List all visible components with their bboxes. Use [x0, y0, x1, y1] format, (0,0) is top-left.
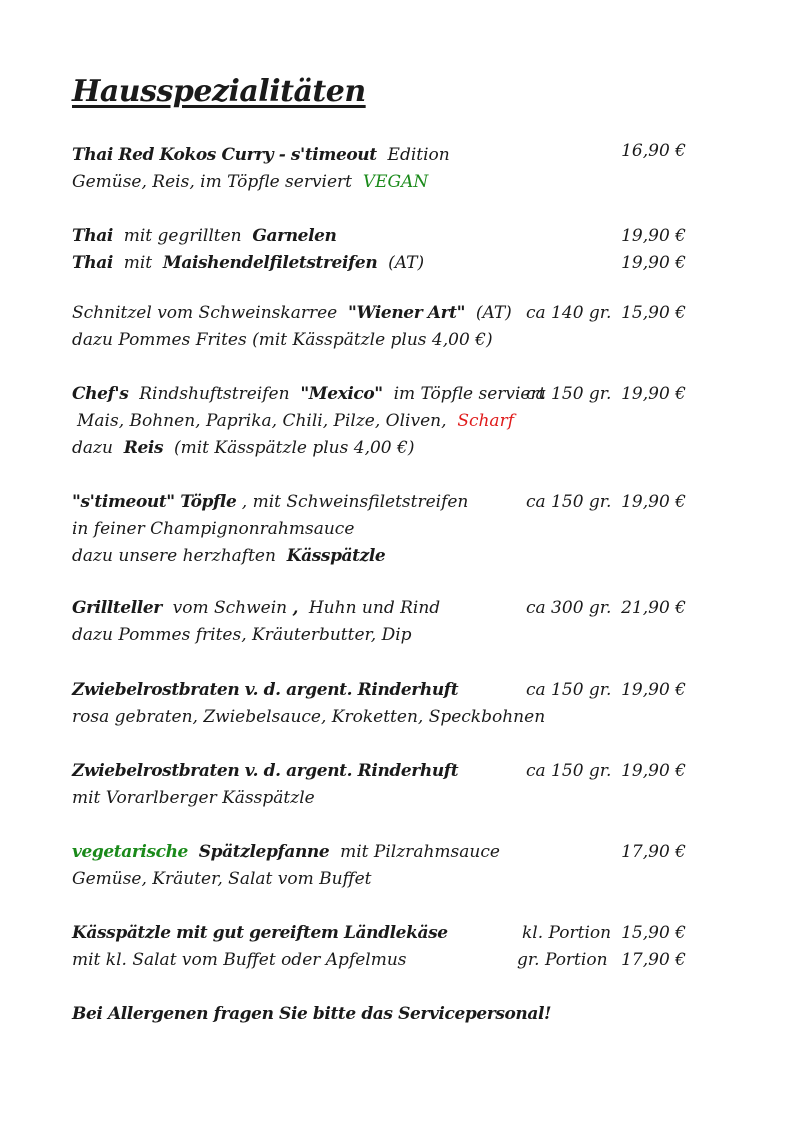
item-description: in feiner Champignonrahmsauce [72, 519, 355, 539]
item-price: 19,90 € [621, 384, 686, 404]
item-price: 15,90 € [621, 303, 686, 323]
item-price: 19,90 € [621, 761, 686, 781]
item-name: Chef's [72, 384, 129, 404]
item-line [72, 302, 512, 324]
item-text: mit [123, 253, 153, 273]
item-name: Kässpätzle mit gut gereiftem Ländlekäse [72, 923, 448, 943]
item-price: 19,90 € [621, 680, 686, 700]
item-line [72, 171, 428, 193]
vegetarian-tag: vegetarische [72, 842, 188, 862]
item-line [72, 225, 337, 247]
item-name: "Mexico" [300, 384, 383, 404]
item-name: Spätzlepfanne [198, 842, 330, 862]
item-text: (mit Kässpätzle plus 4,00 €) [173, 438, 415, 458]
item-text: dazu [72, 438, 113, 458]
item-weight: ca 150 gr. [526, 384, 612, 404]
item-line [72, 597, 440, 619]
item-name: "s'timeout" Töpfle [72, 492, 237, 512]
item-price: 17,90 € [621, 842, 686, 862]
item-weight: ca 150 gr. [526, 680, 612, 700]
item-name: Thai [72, 226, 113, 246]
item-text: Rindshuftstreifen [139, 384, 290, 404]
portion-size: gr. Portion [517, 950, 608, 970]
item-text: mit Pilzrahmsauce [340, 842, 500, 862]
item-line [72, 437, 414, 459]
item-weight: ca 140 gr. [526, 303, 612, 323]
item-weight: ca 150 gr. [526, 761, 612, 781]
item-line [72, 252, 424, 274]
item-text: (AT) [475, 303, 512, 323]
item-line [72, 545, 385, 567]
item-name: "Wiener Art" [348, 303, 466, 323]
item-name: Thai Red Kokos Curry - s'timeout [72, 145, 377, 165]
item-text: , mit Schweinsfiletstreifen [241, 492, 469, 512]
item-name: Zwiebelrostbraten v. d. argent. Rinderhuft [72, 761, 459, 781]
item-weight: ca 150 gr. [526, 492, 612, 512]
item-price: 16,90 € [621, 141, 686, 161]
item-text: mit gegrillten [123, 226, 242, 246]
item-text: Edition [387, 145, 450, 165]
item-description: mit Vorarlberger Kässpätzle [72, 788, 315, 808]
item-text: (AT) [388, 253, 425, 273]
portion-size: kl. Portion [522, 923, 612, 943]
item-description: mit kl. Salat vom Buffet oder Apfelmus [72, 950, 407, 970]
item-description: Gemüse, Kräuter, Salat vom Buffet [72, 869, 372, 889]
item-description: Gemüse, Reis, im Töpfle serviert [72, 172, 353, 192]
item-text: dazu unsere herzhaften [72, 546, 276, 566]
item-description: Mais, Bohnen, Paprika, Chili, Pilze, Oliven, [77, 411, 447, 431]
page-title: Hausspezialitäten [72, 74, 366, 109]
spicy-tag: Scharf [457, 411, 514, 431]
item-name: Maishendelfiletstreifen [162, 253, 378, 273]
item-description: dazu Pommes frites, Kräuterbutter, Dip [72, 625, 412, 645]
item-text: Schnitzel vom Schweinskarree [72, 303, 338, 323]
item-price: 19,90 € [621, 226, 686, 246]
vegan-tag: VEGAN [362, 172, 429, 192]
item-name: Thai [72, 253, 113, 273]
item-line [72, 491, 468, 513]
item-weight: ca 300 gr. [526, 598, 612, 618]
item-line [72, 383, 545, 405]
item-name: Garnelen [252, 226, 337, 246]
item-price: 21,90 € [621, 598, 686, 618]
item-text: , [292, 598, 299, 618]
item-price: 19,90 € [621, 253, 686, 273]
item-price: 17,90 € [621, 950, 686, 970]
item-price: 15,90 € [621, 923, 686, 943]
item-text: im Töpfle serviert [393, 384, 546, 404]
allergen-notice: Bei Allergenen fragen Sie bitte das Servicepersonal! [72, 1004, 552, 1024]
item-line [72, 144, 450, 166]
item-name: Grillteller [72, 598, 162, 618]
item-name: Reis [123, 438, 164, 458]
item-name: Kässpätzle [286, 546, 386, 566]
item-description: dazu Pommes Frites (mit Kässpätzle plus 4,00 €) [72, 330, 493, 350]
item-text: vom Schwein [172, 598, 288, 618]
item-description: rosa gebraten, Zwiebelsauce, Kroketten, Speckbohnen [72, 707, 546, 727]
item-line [72, 841, 500, 863]
item-price: 19,90 € [621, 492, 686, 512]
item-name: Zwiebelrostbraten v. d. argent. Rinderhuft [72, 680, 459, 700]
item-line [77, 410, 514, 432]
item-text: Huhn und Rind [308, 598, 441, 618]
